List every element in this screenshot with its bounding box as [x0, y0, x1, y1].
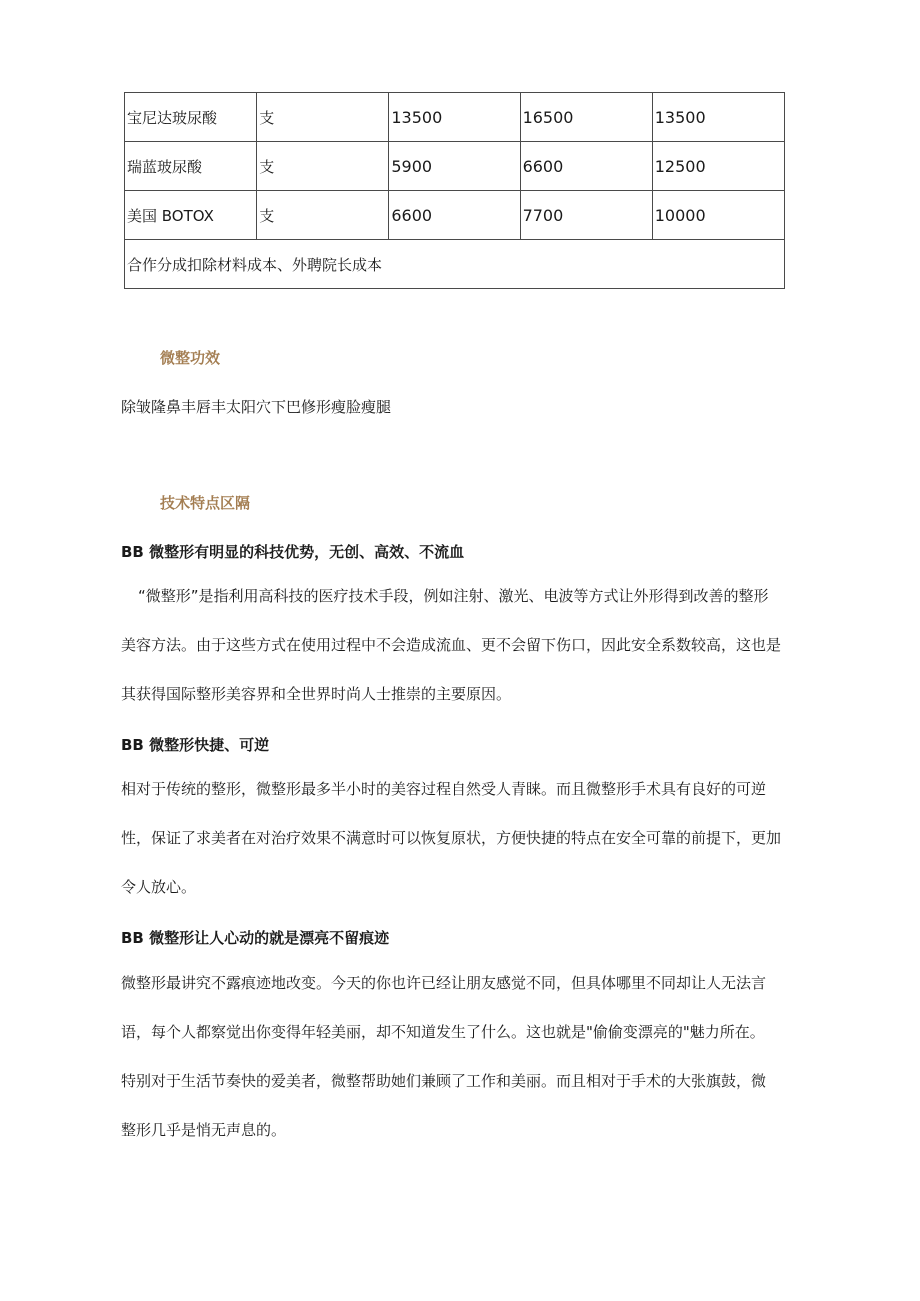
- paragraph-line: 语，每个人都察觉出你变得年轻美丽，却不知道发生了什么。这也就是"偷偷变漂亮的"魅力所在。: [121, 1023, 765, 1041]
- paragraph-line: 令人放心。: [121, 878, 197, 896]
- price-cell: 7700: [520, 191, 652, 240]
- price-cell: 6600: [389, 191, 520, 240]
- paragraph-line: 性，保证了求美者在对治疗效果不满意时可以恢复原状，方便快捷的特点在安全可靠的前提下，更加: [121, 829, 782, 847]
- paragraph-no-trace: [121, 959, 793, 1155]
- unit-cell: 支: [257, 142, 389, 191]
- subheading-tech-advantage: BB 微整形有明显的科技优势，无创、高效、不流血: [121, 543, 465, 561]
- product-name: 瑞蓝玻尿酸: [125, 142, 257, 191]
- price-cell: 10000: [652, 191, 784, 240]
- table-row: [125, 191, 785, 240]
- product-name: 美国 BOTOX: [125, 191, 257, 240]
- unit-cell: 支: [257, 191, 389, 240]
- table-row: [125, 240, 785, 289]
- paragraph-line: 特别对于生活节奏快的爱美者，微整帮助她们兼顾了工作和美丽。而且相对于手术的大张旗鼓，微: [121, 1072, 767, 1090]
- paragraph-line: 美容方法。由于这些方式在使用过程中不会造成流血、更不会留下伤口，因此安全系数较高，这也是: [121, 636, 782, 654]
- table-row: [125, 142, 785, 191]
- price-cell: 13500: [389, 93, 520, 142]
- paragraph-tech-advantage: [121, 572, 793, 719]
- effects-list: 除皱隆鼻丰唇丰太阳穴下巴修形瘦脸瘦腿: [121, 398, 392, 416]
- subheading-no-trace: BB 微整形让人心动的就是漂亮不留痕迹: [121, 929, 390, 947]
- unit-cell: 支: [257, 93, 389, 142]
- product-name: 宝尼达玻尿酸: [125, 93, 257, 142]
- paragraph-line: 其获得国际整形美容界和全世界时尚人士推崇的主要原因。: [121, 685, 512, 703]
- price-cell: 13500: [652, 93, 784, 142]
- price-cell: 6600: [520, 142, 652, 191]
- paragraph-quick-reversible: [121, 765, 793, 912]
- paragraph-line: 相对于传统的整形，微整形最多半小时的美容过程自然受人青睐。而且微整形手术具有良好的可逆: [121, 780, 767, 798]
- price-table: [124, 92, 785, 289]
- table-row: [125, 93, 785, 142]
- paragraph-line: 微整形最讲究不露痕迹地改变。今天的你也许已经让朋友感觉不同，但具体哪里不同却让人无法言: [121, 974, 767, 992]
- price-cell: 5900: [389, 142, 520, 191]
- table-note: 合作分成扣除材料成本、外聘院长成本: [125, 240, 785, 289]
- section-heading-effects: 微整功效: [160, 349, 221, 367]
- subheading-quick-reversible: BB 微整形快捷、可逆: [121, 736, 270, 754]
- paragraph-line: “微整形”是指利用高科技的医疗技术手段，例如注射、激光、电波等方式让外形得到改善的整形: [138, 587, 769, 605]
- price-cell: 12500: [652, 142, 784, 191]
- paragraph-line: 整形几乎是悄无声息的。: [121, 1121, 287, 1139]
- price-cell: 16500: [520, 93, 652, 142]
- section-heading-tech: 技术特点区隔: [160, 494, 251, 512]
